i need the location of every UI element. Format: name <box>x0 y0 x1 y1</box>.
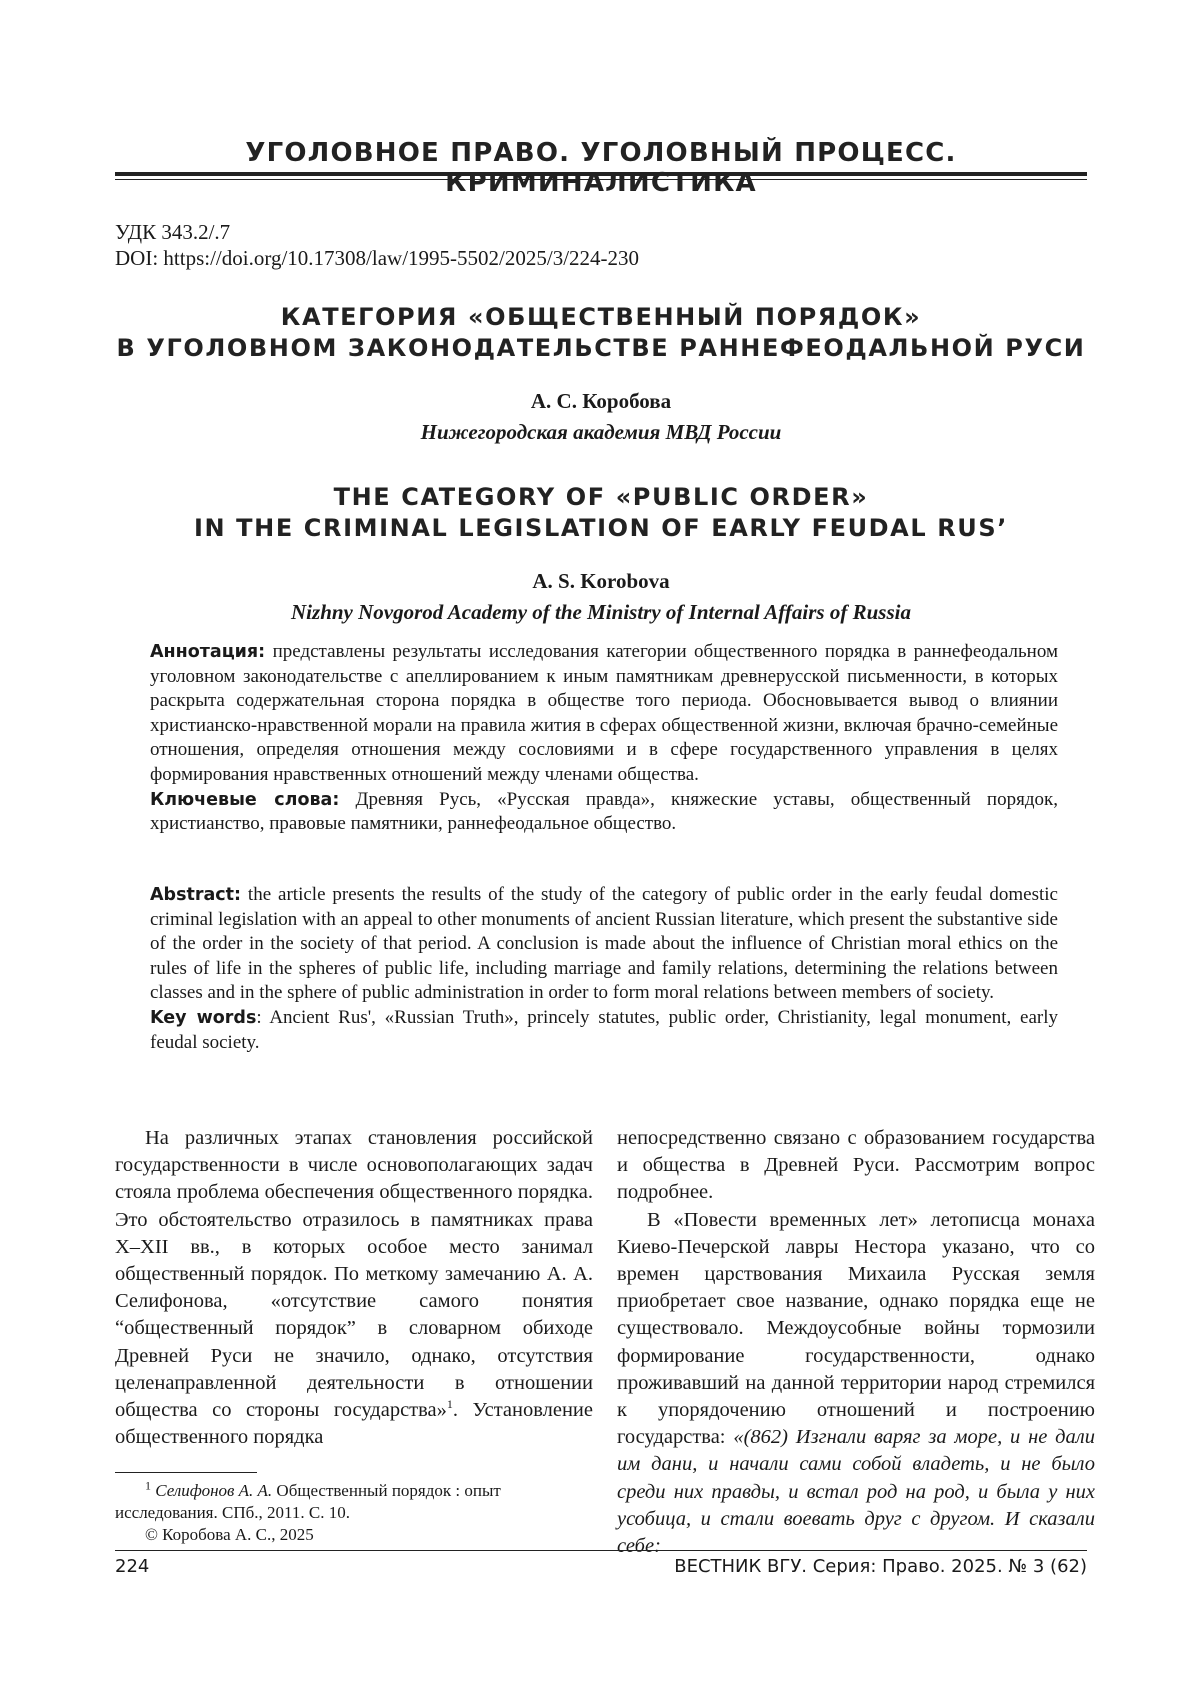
keywords-ru-label: Ключевые слова: <box>150 790 339 810</box>
keywords-en-text: : Ancient Rus', «Russian Truth», princely statutes, public order, Christianity, legal monument, early feudal society. <box>150 1007 1058 1053</box>
body-left-text: На различных этапах становления российской государственности в числе основополагающих задач стояла проблема обеспечения общественного порядка. Это обстоятельство отразилось в памятниках права X–XII вв., в которых особое место занимал общественный порядок. По меткому замечанию А. А. Селифонова, «отсутствие самого понятия “общественный порядок” в словарном обиходе Древней Руси не значило, однако, отсутствия целенаправленной деятельности в отношении общества со стороны государства» <box>115 1127 593 1421</box>
footnote-ref[interactable]: 1 <box>447 1397 453 1411</box>
abstract-ru-label: Аннотация: <box>150 642 265 662</box>
body-paragraph <box>617 1207 1095 1561</box>
article-title-en-line1: THE CATEGORY OF «PUBLIC ORDER» <box>115 482 1087 513</box>
body-column-right <box>617 1125 1095 1560</box>
article-title-ru <box>115 302 1087 364</box>
header-rule-thick <box>115 172 1087 176</box>
affiliation-en: Nizhny Novgorod Academy of the Ministry of Internal Affairs of Russia <box>115 600 1087 625</box>
abstract-ru-paragraph <box>150 640 1058 788</box>
article-title-ru-line2: В УГОЛОВНОМ ЗАКОНОДАТЕЛЬСТВЕ РАННЕФЕОДАЛЬНОЙ РУСИ <box>115 333 1087 364</box>
abstract-ru-text: представлены результаты исследования категории общественного порядка в раннефеодальном уголовном законодательстве с апеллированием к иным памятникам древнерусской письменности, в которых раскрыта содержательная сторона порядка в обществе того периода. Обосновывается вывод о влиянии христианско-нравственной морали на правила жития в сферах общественной жизни, включая брачно-семейные отношения, определяя отношения между сословиями и в сфере государственного управления в целях формирования нравственных отношений между членами общества. <box>150 641 1058 785</box>
body-right-text: В «Повести временных лет» летописца монаха Киево-Печерской лавры Нестора указано, что со времен царствования Михаила Русская земля приобретает свое название, однако порядка еще не существовало. Междоусобные войны тормозили формирование государственности, однако проживавший на данной территории народ стремился к упорядочению отношений и построению государства: <box>617 1209 1095 1449</box>
abstract-ru <box>150 640 1058 837</box>
chronicle-quote: «(862) Изгнали варяг за море, и не дали им дани, и начали сами собой владеть, и не было среди них правды, и встал род на род, и была у них усобица, и стали воевать друг с другом. И сказали себе: <box>617 1426 1095 1557</box>
article-title-en-line2: IN THE CRIMINAL LEGISLATION OF EARLY FEUDAL RUS’ <box>115 513 1087 544</box>
copyright: © Коробова А. С., 2025 <box>115 1524 593 1546</box>
footer-rule <box>115 1550 1087 1551</box>
abstract-en-paragraph <box>150 883 1058 1006</box>
footnote-mark: 1 <box>145 1478 151 1492</box>
keywords-en-label: Key words <box>150 1008 256 1028</box>
abstract-en <box>150 883 1058 1055</box>
body-paragraph: непосредственно связано с образованием государства и общества в Древней Руси. Рассмотрим вопрос подробнее. <box>617 1125 1095 1207</box>
footnote-author: Селифонов А. А. <box>155 1481 272 1500</box>
keywords-ru-text: Древняя Русь, «Русская правда», княжеские уставы, общественный порядок, христианство, правовые памятники, раннефеодальное общество. <box>150 789 1058 835</box>
udk-code: УДК 343.2/.7 <box>115 219 230 245</box>
article-title-en <box>115 482 1087 544</box>
article-title-ru-line1: КАТЕГОРИЯ «ОБЩЕСТВЕННЫЙ ПОРЯДОК» <box>115 302 1087 333</box>
abstract-en-label: Abstract: <box>150 885 241 905</box>
footnote-entry <box>115 1480 593 1524</box>
footnote-text: Общественный порядок : опыт исследования. СПб., 2011. С. 10. <box>115 1481 501 1522</box>
header-rule-thin <box>115 179 1087 180</box>
affiliation-ru: Нижегородская академия МВД России <box>115 420 1087 445</box>
journal-name: ВЕСТНИК ВГУ. Серия: Право. 2025. № 3 (62) <box>674 1556 1087 1577</box>
section-heading: УГОЛОВНОЕ ПРАВО. УГОЛОВНЫЙ ПРОЦЕСС. КРИМИНАЛИСТИКА <box>115 138 1087 198</box>
abstract-en-text: the article presents the results of the study of the category of public order in the early feudal domestic criminal legislation with an appeal to other monuments of ancient Russian literature, which present the substantive side of the order in the society of that period. A conclusion is made about the influence of Christian moral ethics on the rules of life in the spheres of public life, including marriage and family relations, determining the relations between classes and in the sphere of public administration in order to form moral relations between members of society. <box>150 884 1058 1003</box>
footnote-rule <box>115 1472 257 1473</box>
doi-link[interactable]: DOI: https://doi.org/10.17308/law/1995-5502/2025/3/224-230 <box>115 245 639 271</box>
body-column-left <box>115 1125 593 1451</box>
footnote <box>115 1480 593 1546</box>
author-ru: А. С. Коробова <box>115 389 1087 414</box>
keywords-ru-paragraph <box>150 788 1058 837</box>
body-paragraph <box>115 1125 593 1451</box>
keywords-en-paragraph <box>150 1006 1058 1055</box>
page-number: 224 <box>115 1556 149 1577</box>
author-en: A. S. Korobova <box>115 569 1087 594</box>
body-left-tail: . Установление общественного порядка <box>115 1399 593 1448</box>
